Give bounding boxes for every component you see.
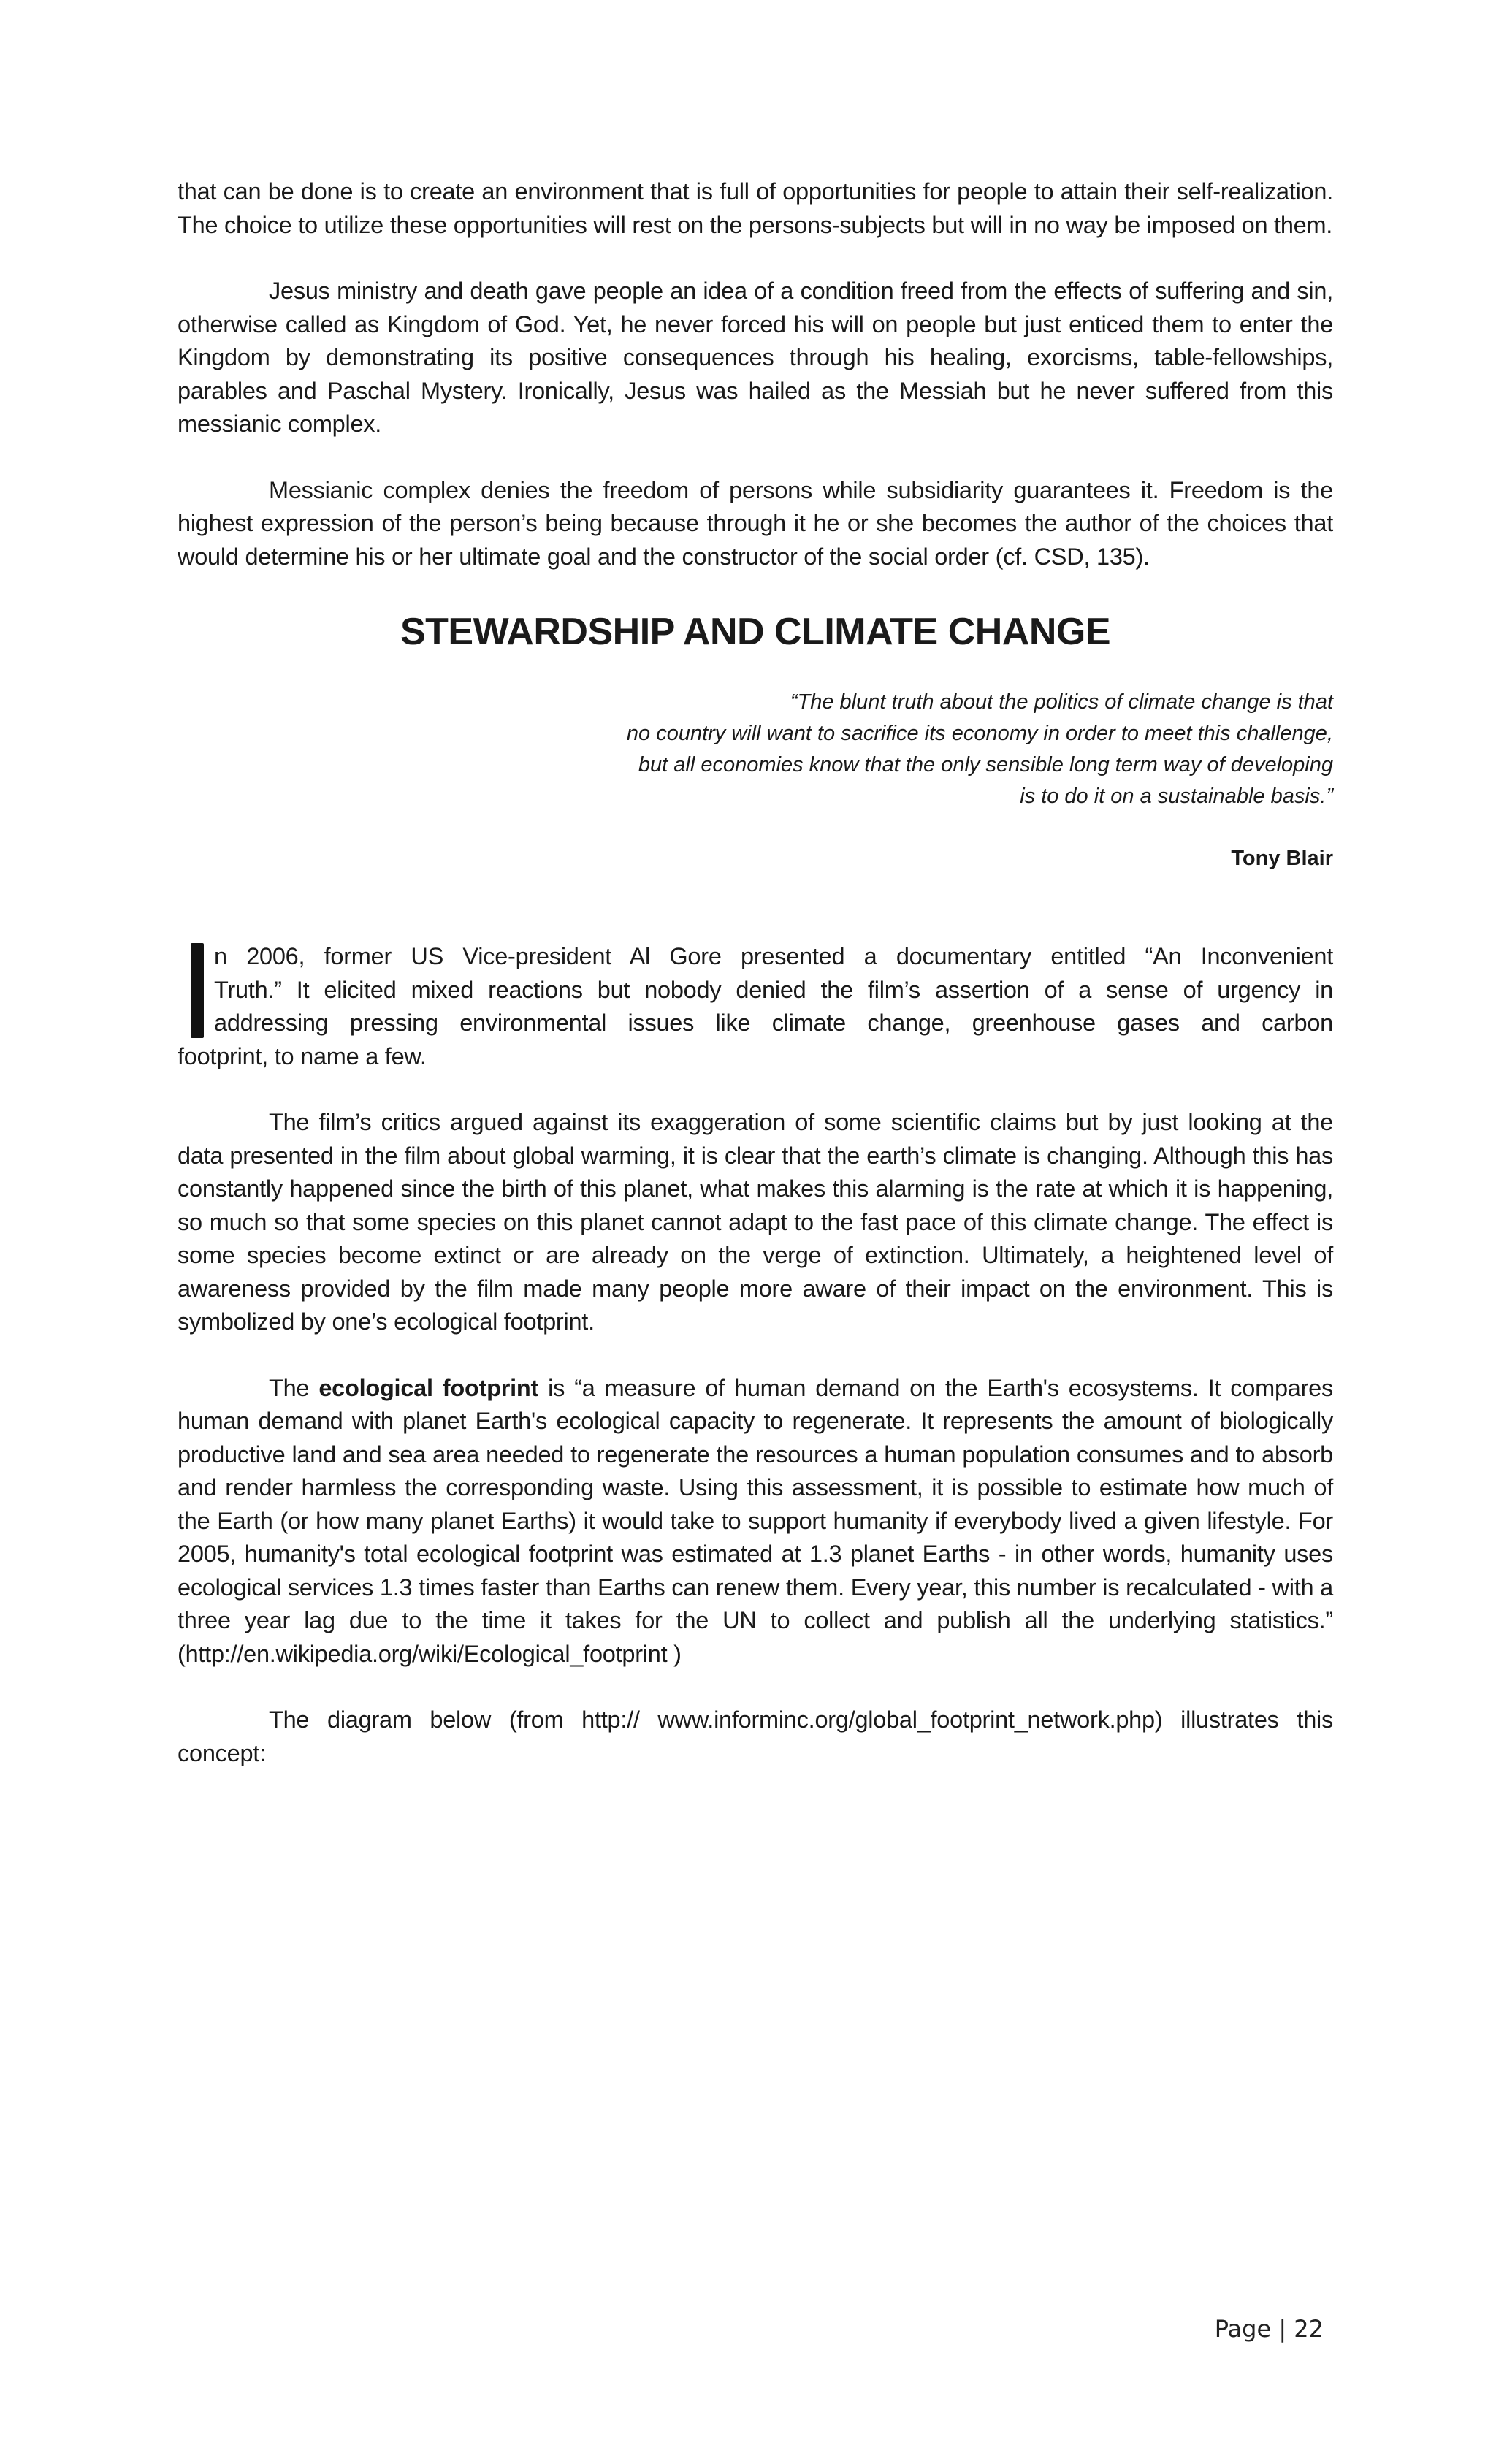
page-content [178, 175, 1333, 1770]
paragraph-jesus-ministry: Jesus ministry and death gave people an idea of a condition freed from the effects of suffering and sin, otherwise called as Kingdom of God. Yet, he never forced his will on people but just enticed them to enter the Kingdom by demonstrating its positive consequences through his healing, exorcisms, table-fellowships, parables and Paschal Mystery. Ironically, Jesus was hailed as the Messiah but he never suffered from this messianic complex. [178, 278, 1333, 437]
intro-paragraph [178, 940, 1333, 1073]
paragraph-messianic-complex: Messianic complex denies the freedom of persons while subsidiarity guarantees it. Freedom is the highest expression of the person’s being because through it he or she becomes the author of the choices that would determine his or her ultimate goal and the constructor of the social order (cf. CSD, 135). [178, 476, 1333, 570]
footprint-lead: The [269, 1374, 319, 1401]
epigraph-line: but all economies know that the only sensible long term way of developing [638, 753, 1333, 777]
footprint-term: ecological footprint [318, 1374, 539, 1401]
epigraph-line: “The blunt truth about the politics of climate change is that [790, 690, 1333, 714]
intro-line: Truth.” It elicited mixed reactions but nobody denied the film’s assertion of a sense of urgency in [214, 976, 1333, 1003]
intro-line: addressing pressing environmental issues like climate change, greenhouse gases and carbon [214, 1010, 1333, 1036]
page-number: Page | 22 [1214, 2315, 1324, 2343]
paragraph-diagram-intro: The diagram below (from http:// www.informinc.org/global_footprint_network.php) illustrates this concept: [178, 1706, 1333, 1766]
epigraph-line: no country will want to sacrifice its economy in order to meet this challenge, [626, 722, 1333, 745]
section-title: STEWARDSHIP AND CLIMATE CHANGE [400, 611, 1111, 653]
epigraph-author: Tony Blair [1231, 847, 1333, 870]
intro-line: n 2006, former US Vice-president Al Gore presented a documentary entitled “An Inconvenient [214, 943, 1333, 969]
footprint-body: is “a measure of human demand on the Earth's ecosystems. It compares human demand with planet Earth's ecological capacity to regenerate. It represents the amount of biologically productive land and sea area needed to regenerate the resources a human population consumes and to absorb and render harmless the corresponding waste. Using this assessment, it is possible to estimate how much of the Earth (or how many planet Earths) it would take to support humanity if everybody lived a given lifestyle. For 2005, humanity's total ecological footprint was estimated at 1.3 planet Earths - in other words, humanity uses ecological services 1.3 times faster than Earths can renew them. Every year, this number is recalculated - with a three year lag due to the time it takes for the UN to collect and publish all the underlying statistics.” (http://en.wikipedia.org/wiki/Ecological_footprint ) [178, 1374, 1334, 1667]
epigraph-quote [178, 687, 1333, 812]
paragraph-continuation: that can be done is to create an environment that is full of opportunities for people to attain their self-realization. The choice to utilize these opportunities will rest on the persons-subjects but will in no way be imposed on them. [178, 178, 1333, 238]
paragraph-film-critics: The film’s critics argued against its exaggeration of some scientific claims but by just looking at the data presented in the film about global warming, it is clear that the earth’s climate is changing. Although this has constantly happened since the birth of this planet, what makes this alarming is the rate at which it is happening, so much so that some species on this planet cannot adapt to the fast pace of this climate change. The effect is some species become extinct or are already on the verge of extinction. Ultimately, a heightened level of awareness provided by the film made many people more aware of their impact on the environment. This is symbolized by one’s ecological footprint. [178, 1109, 1333, 1335]
intro-line: footprint, to name a few. [178, 1042, 427, 1069]
paragraph-ecological-footprint [178, 1372, 1333, 1671]
epigraph-line: is to do it on a sustainable basis.” [1020, 785, 1333, 808]
drop-cap-letter [191, 943, 204, 1038]
